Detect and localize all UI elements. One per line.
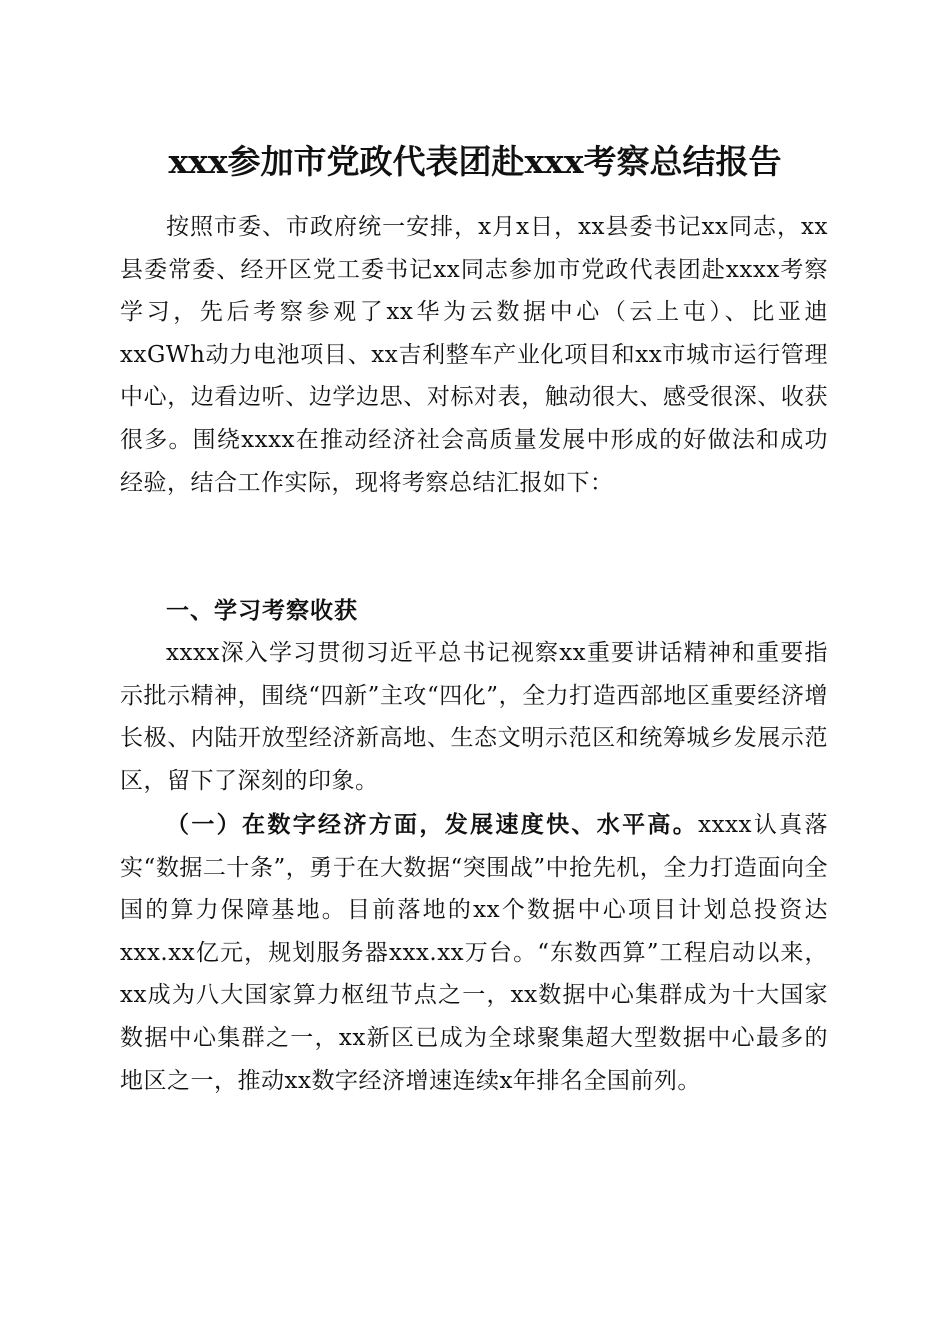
section-paragraph: xxxx深入学习贯彻习近平总书记视察xx重要讲话精神和重要指示批示精神，围绕“四新”主攻“四化”，全力打造西部地区重要经济增长极、内陆开放型经济新高地、生态文明示范区和统筹城乡发展示范区，留下了深刻的印象。 — [120, 640, 828, 794]
section-heading-learning-gains: 一、学习考察收获 — [166, 598, 358, 624]
intro-paragraph: 按照市委、市政府统一安排，x月x日，xx县委书记xx同志，xx县委常委、经开区党工委书记xx同志参加市党政代表团赴xxxx考察学习，先后考察参观了xx华为云数据中心（云上屯）、比亚迪xxGWh动力电池项目、xx吉利整车产业化项目和xx市城市运行管理中心，边看边听、边学边思、对标对表，触动很大、感受很深、收获很多。围绕xxxx在推动经济社会高质量发展中形成的好做法和成功经验，结合工作实际，现将考察总结汇报如下： — [120, 214, 828, 496]
subsection-paragraph-digital-economy — [120, 804, 828, 1102]
document-title: xxx参加市党政代表团赴xxx考察总结报告 — [168, 142, 782, 181]
subsection-body: xxxx认真落实“数据二十条”，勇于在大数据“突围战”中抢先机，全力打造面向全国的算力保障基地。目前落地的xx个数据中心项目计划总投资达xxx.xx亿元，规划服务器xxx.xx万台。“东数西算”工程启动以来，xx成为八大国家算力枢纽节点之一，xx数据中心集群成为十大国家数据中心集群之一，xx新区已成为全球聚集超大型数据中心最多的地区之一，推动xx数字经济增速连续x年排名全国前列。 — [120, 812, 829, 1094]
subsection-lead: （一）在数字经济方面，发展速度快、水平高。 — [166, 811, 699, 838]
